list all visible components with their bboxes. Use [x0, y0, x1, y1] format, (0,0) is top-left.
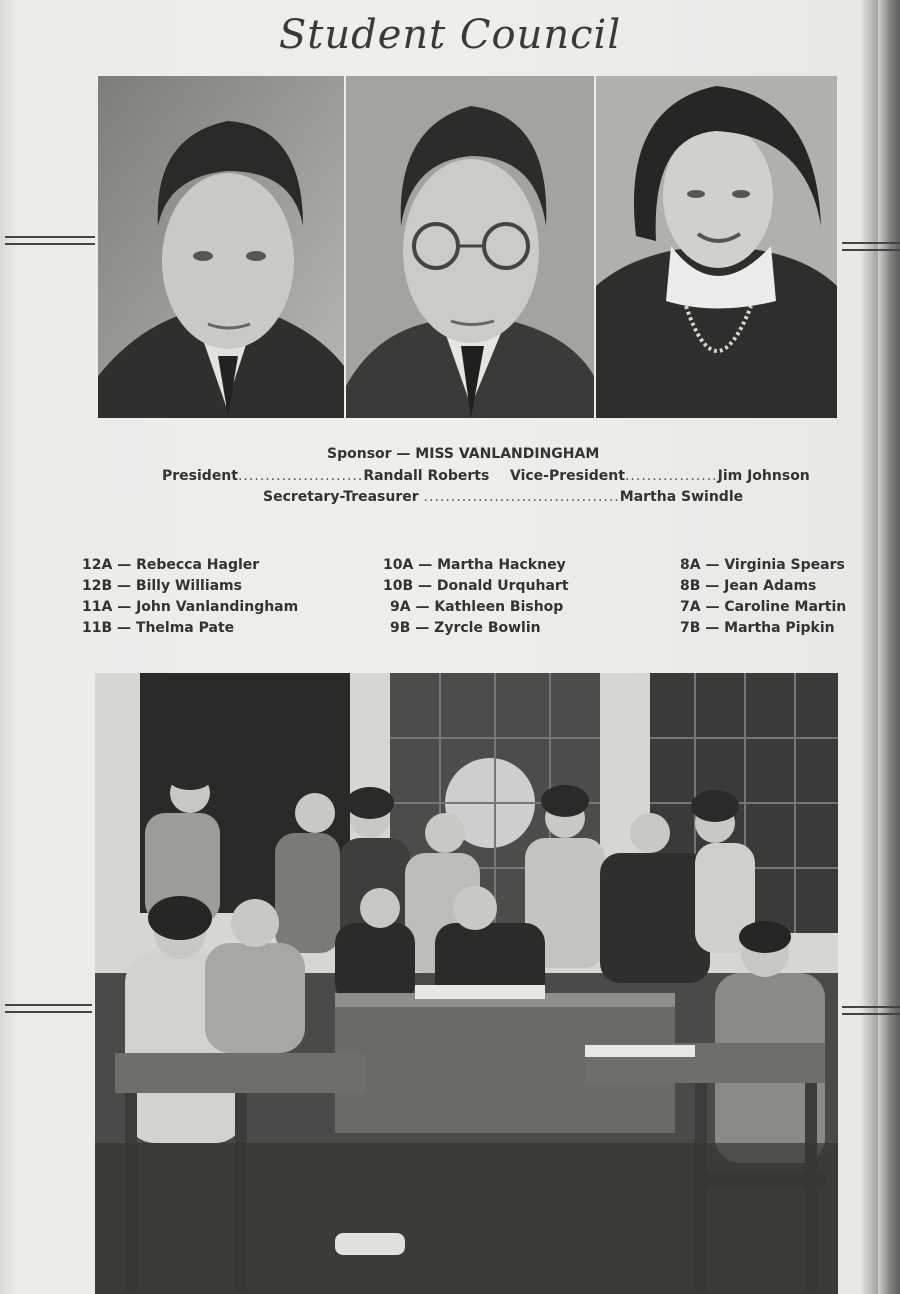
- rep-separator: —: [413, 557, 438, 573]
- rep-name: John Vanlandingham: [136, 599, 299, 615]
- rep-row: [383, 578, 569, 594]
- rep-name: Donald Urquhart: [436, 578, 569, 594]
- rep-name: Virginia Spears: [724, 557, 845, 573]
- rep-name: Jean Adams: [724, 578, 817, 594]
- rep-name: Martha Hackney: [437, 557, 566, 573]
- rep-row: [390, 620, 541, 636]
- rep-row: [680, 599, 846, 615]
- rep-name: Rebecca Hagler: [136, 557, 260, 573]
- president-label: President: [162, 468, 238, 484]
- rep-name: Martha Pipkin: [724, 620, 835, 636]
- rep-row: [680, 620, 835, 636]
- rep-separator: —: [700, 578, 725, 594]
- rep-grade: 12B: [82, 578, 113, 594]
- rep-name: Caroline Martin: [724, 599, 847, 615]
- rep-separator: —: [112, 557, 137, 573]
- page-title: Student Council: [278, 12, 622, 58]
- rep-separator: —: [112, 578, 136, 594]
- rep-grade: 8B: [680, 578, 701, 594]
- rep-separator: —: [410, 620, 435, 636]
- right-rule-top: [842, 242, 900, 251]
- rep-separator: —: [413, 578, 437, 594]
- vice-president-line: [510, 468, 810, 484]
- rep-name: Kathleen Bishop: [434, 599, 564, 615]
- left-rule-top: [5, 236, 95, 245]
- sponsor-line: [327, 446, 599, 462]
- rep-grade: 7A: [680, 599, 701, 615]
- leader-dots: .......................: [237, 468, 364, 484]
- president-line: [162, 468, 489, 484]
- secretary-treasurer-name: Martha Swindle: [619, 489, 744, 505]
- secretary-treasurer-label: Secretary-Treasurer: [263, 489, 419, 505]
- portrait-secretary-treasurer: [596, 76, 837, 418]
- sponsor-label: Sponsor —: [327, 446, 416, 462]
- rep-grade: 8A: [680, 557, 701, 573]
- portrait-president: [98, 76, 344, 418]
- leader-dots: .................: [624, 468, 718, 484]
- portrait-vice-president: [346, 76, 594, 418]
- rep-row: [390, 599, 563, 615]
- rep-row: [82, 620, 234, 636]
- rep-grade: 9A: [390, 599, 411, 615]
- rep-name: Thelma Pate: [135, 620, 235, 636]
- rep-separator: —: [410, 599, 435, 615]
- secretary-treasurer-line: [263, 489, 743, 505]
- rep-separator: —: [700, 620, 725, 636]
- leader-dots: ....................................: [423, 489, 620, 505]
- rep-grade: 7B: [680, 620, 701, 636]
- rep-grade: 10A: [383, 557, 414, 573]
- vice-president-label: Vice-President: [510, 468, 625, 484]
- vice-president-name: Jim Johnson: [717, 468, 810, 484]
- rep-row: [82, 557, 259, 573]
- rep-row: [680, 557, 845, 573]
- rep-grade: 11A: [82, 599, 113, 615]
- rep-row: [82, 578, 242, 594]
- rep-separator: —: [700, 599, 725, 615]
- binding-edge: [878, 0, 900, 1294]
- rep-row: [82, 599, 298, 615]
- rep-separator: —: [112, 620, 136, 636]
- sponsor-name: MISS VANLANDINGHAM: [415, 446, 600, 462]
- president-name: Randall Roberts: [363, 468, 490, 484]
- rep-separator: —: [700, 557, 725, 573]
- rep-grade: 10B: [383, 578, 414, 594]
- rep-name: Zyrcle Bowlin: [434, 620, 541, 636]
- rep-row: [680, 578, 816, 594]
- rep-row: [383, 557, 566, 573]
- council-group-photo: [95, 673, 838, 1294]
- rep-grade: 12A: [82, 557, 113, 573]
- rep-grade: 9B: [390, 620, 411, 636]
- right-rule-bottom: [842, 1006, 900, 1015]
- rep-name: Billy Williams: [135, 578, 242, 594]
- left-rule-bottom: [5, 1004, 92, 1013]
- rep-grade: 11B: [82, 620, 113, 636]
- rep-separator: —: [112, 599, 137, 615]
